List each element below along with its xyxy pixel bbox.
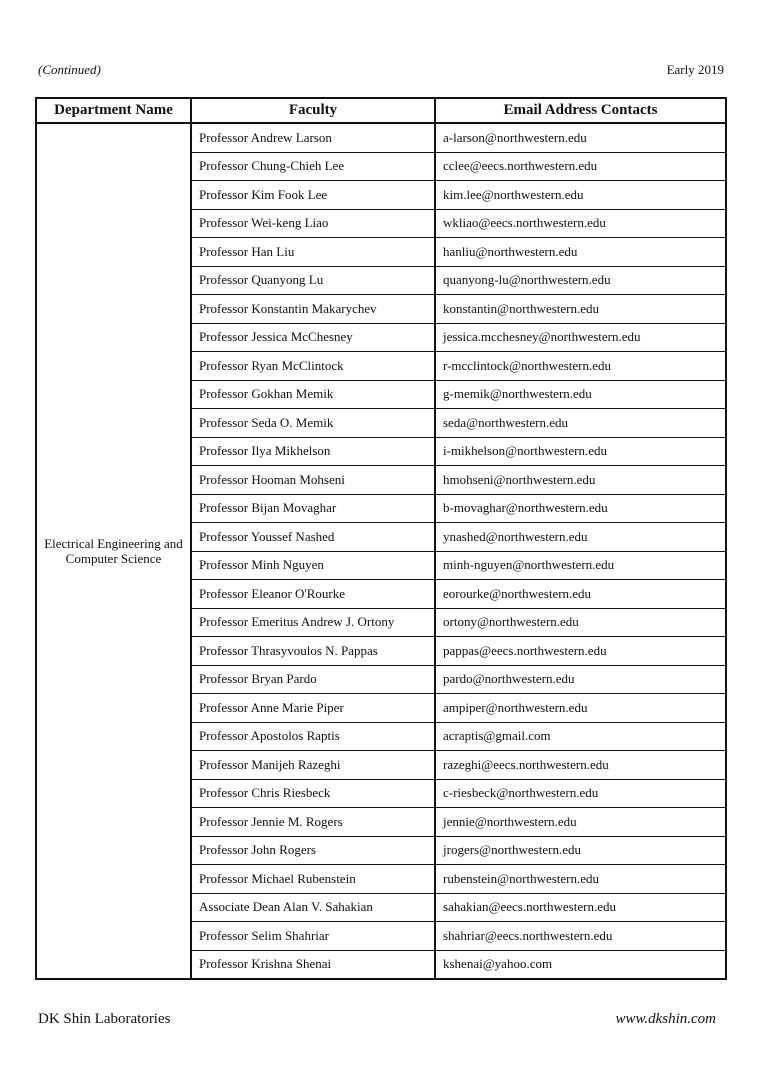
email-address-cell: wkliao@eecs.northwestern.edu xyxy=(435,209,726,238)
email-address-cell: pappas@eecs.northwestern.edu xyxy=(435,637,726,666)
email-address-cell: pardo@northwestern.edu xyxy=(435,665,726,694)
faculty-name-cell: Professor Anne Marie Piper xyxy=(191,694,435,723)
faculty-name-cell: Associate Dean Alan V. Sahakian xyxy=(191,893,435,922)
faculty-name-cell: Professor Ryan McClintock xyxy=(191,352,435,381)
email-address-cell: sahakian@eecs.northwestern.edu xyxy=(435,893,726,922)
department-name-cell: Electrical Engineering and Computer Science xyxy=(36,123,191,979)
email-address-cell: shahriar@eecs.northwestern.edu xyxy=(435,922,726,951)
email-address-cell: hmohseni@northwestern.edu xyxy=(435,466,726,495)
email-address-cell: kim.lee@northwestern.edu xyxy=(435,181,726,210)
email-address-cell: ynashed@northwestern.edu xyxy=(435,523,726,552)
faculty-name-cell: Professor Bijan Movaghar xyxy=(191,494,435,523)
faculty-name-cell: Professor Han Liu xyxy=(191,238,435,267)
faculty-name-cell: Professor Chris Riesbeck xyxy=(191,779,435,808)
faculty-directory-table xyxy=(35,97,727,980)
faculty-name-cell: Professor Emeritus Andrew J. Ortony xyxy=(191,608,435,637)
email-address-cell: jessica.mcchesney@northwestern.edu xyxy=(435,323,726,352)
faculty-name-cell: Professor Apostolos Raptis xyxy=(191,722,435,751)
email-address-cell: eorourke@northwestern.edu xyxy=(435,580,726,609)
faculty-name-cell: Professor Jessica McChesney xyxy=(191,323,435,352)
email-address-cell: konstantin@northwestern.edu xyxy=(435,295,726,324)
table-header-row xyxy=(36,98,726,123)
faculty-name-cell: Professor Eleanor O'Rourke xyxy=(191,580,435,609)
faculty-name-cell: Professor Jennie M. Rogers xyxy=(191,808,435,837)
email-address-cell: ampiper@northwestern.edu xyxy=(435,694,726,723)
email-address-cell: quanyong-lu@northwestern.edu xyxy=(435,266,726,295)
faculty-name-cell: Professor Konstantin Makarychev xyxy=(191,295,435,324)
table-row xyxy=(36,123,726,152)
email-address-cell: jennie@northwestern.edu xyxy=(435,808,726,837)
footer-lab-name: DK Shin Laboratories xyxy=(38,1011,171,1027)
email-address-cell: i-mikhelson@northwestern.edu xyxy=(435,437,726,466)
column-header-department: Department Name xyxy=(36,98,191,123)
faculty-name-cell: Professor Hooman Mohseni xyxy=(191,466,435,495)
email-address-cell: c-riesbeck@northwestern.edu xyxy=(435,779,726,808)
faculty-name-cell: Professor Selim Shahriar xyxy=(191,922,435,951)
email-address-cell: b-movaghar@northwestern.edu xyxy=(435,494,726,523)
email-address-cell: cclee@eecs.northwestern.edu xyxy=(435,152,726,181)
faculty-name-cell: Professor Kim Fook Lee xyxy=(191,181,435,210)
email-address-cell: jrogers@northwestern.edu xyxy=(435,836,726,865)
table-body xyxy=(36,123,726,979)
faculty-name-cell: Professor Youssef Nashed xyxy=(191,523,435,552)
email-address-cell: rubenstein@northwestern.edu xyxy=(435,865,726,894)
faculty-name-cell: Professor Michael Rubenstein xyxy=(191,865,435,894)
email-address-cell: a-larson@northwestern.edu xyxy=(435,123,726,152)
footer-website: www.dkshin.com xyxy=(615,1011,716,1027)
faculty-name-cell: Professor Chung-Chieh Lee xyxy=(191,152,435,181)
email-address-cell: acraptis@gmail.com xyxy=(435,722,726,751)
faculty-name-cell: Professor Wei-keng Liao xyxy=(191,209,435,238)
faculty-name-cell: Professor Quanyong Lu xyxy=(191,266,435,295)
email-address-cell: g-memik@northwestern.edu xyxy=(435,380,726,409)
faculty-name-cell: Professor Minh Nguyen xyxy=(191,551,435,580)
date-label: Early 2019 xyxy=(666,62,724,77)
email-address-cell: kshenai@yahoo.com xyxy=(435,950,726,979)
faculty-name-cell: Professor Manijeh Razeghi xyxy=(191,751,435,780)
faculty-name-cell: Professor Bryan Pardo xyxy=(191,665,435,694)
faculty-name-cell: Professor Krishna Shenai xyxy=(191,950,435,979)
faculty-name-cell: Professor Ilya Mikhelson xyxy=(191,437,435,466)
faculty-name-cell: Professor Gokhan Memik xyxy=(191,380,435,409)
email-address-cell: minh-nguyen@northwestern.edu xyxy=(435,551,726,580)
faculty-name-cell: Professor Seda O. Memik xyxy=(191,409,435,438)
faculty-name-cell: Professor Thrasyvoulos N. Pappas xyxy=(191,637,435,666)
faculty-name-cell: Professor Andrew Larson xyxy=(191,123,435,152)
column-header-email: Email Address Contacts xyxy=(435,98,726,123)
faculty-name-cell: Professor John Rogers xyxy=(191,836,435,865)
email-address-cell: razeghi@eecs.northwestern.edu xyxy=(435,751,726,780)
column-header-faculty: Faculty xyxy=(191,98,435,123)
continued-label: (Continued) xyxy=(38,62,101,77)
email-address-cell: hanliu@northwestern.edu xyxy=(435,238,726,267)
email-address-cell: ortony@northwestern.edu xyxy=(435,608,726,637)
email-address-cell: seda@northwestern.edu xyxy=(435,409,726,438)
email-address-cell: r-mcclintock@northwestern.edu xyxy=(435,352,726,381)
